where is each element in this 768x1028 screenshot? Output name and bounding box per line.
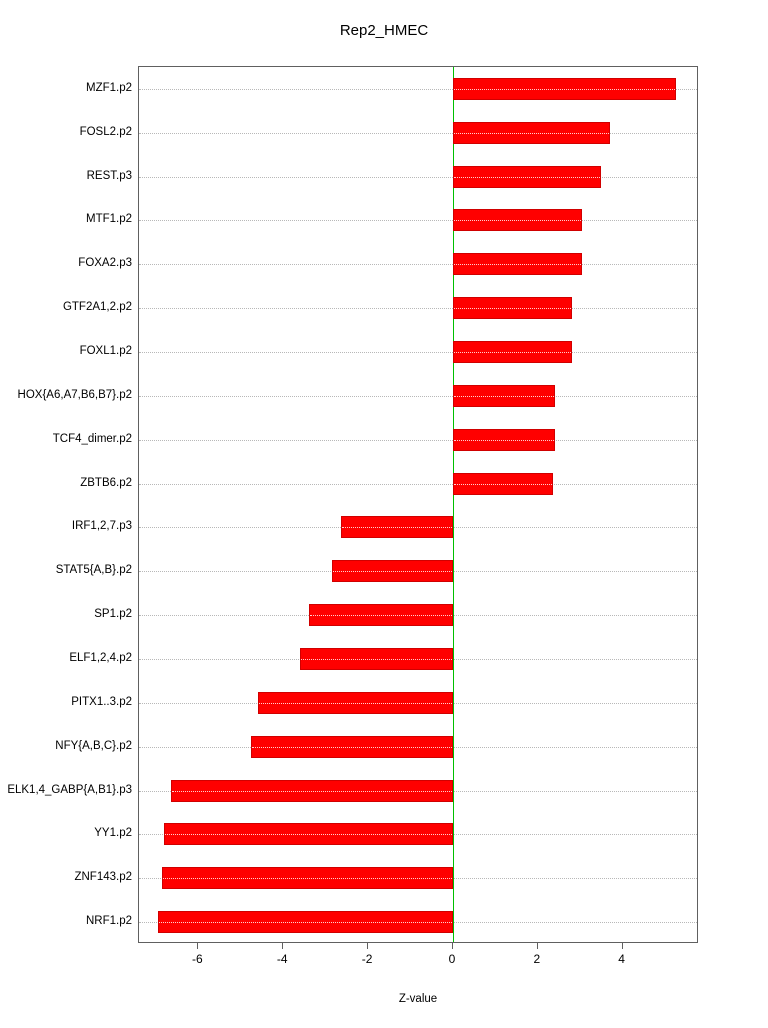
bar: [453, 429, 555, 451]
x-axis-title: Z-value: [398, 993, 438, 1005]
bar: [453, 78, 676, 100]
x-axis-tick-label: 2: [533, 952, 541, 966]
bar: [258, 692, 453, 714]
grid-line: [139, 440, 697, 441]
x-axis-tick-label: -2: [361, 952, 373, 966]
x-axis-tick: [197, 943, 198, 949]
x-axis-tick: [622, 943, 623, 949]
bar: [453, 253, 582, 275]
x-axis-tick: [452, 943, 453, 949]
y-axis-tick-label: ELK1,4_GABP{A,B1}.p3: [7, 783, 132, 796]
bar: [453, 166, 601, 188]
grid-line: [139, 396, 697, 397]
y-axis-tick-label: ZBTB6.p2: [80, 476, 132, 489]
y-axis-tick-label: REST.p3: [86, 169, 132, 182]
bar: [300, 648, 453, 670]
bar: [171, 780, 453, 802]
grid-line: [139, 133, 697, 134]
y-axis-tick-label: NFY{A,B,C}.p2: [55, 739, 132, 752]
y-axis-tick-label: SP1.p2: [94, 608, 132, 621]
y-axis-tick-label: YY1.p2: [94, 827, 132, 840]
y-axis-tick-label: FOXA2.p3: [78, 257, 132, 270]
grid-line: [139, 264, 697, 265]
y-axis-tick-label: FOXL1.p2: [79, 345, 132, 358]
bar: [341, 516, 453, 538]
zero-reference-line: [453, 67, 454, 942]
x-axis-tick-label: -6: [192, 952, 203, 966]
y-axis-tick-label: ELF1,2,4.p2: [69, 651, 132, 664]
y-axis-tick-label: PITX1..3.p2: [71, 695, 132, 708]
grid-line: [139, 352, 697, 353]
bar: [164, 823, 452, 845]
bar: [332, 560, 453, 582]
y-axis-labels: [0, 66, 132, 943]
y-axis-tick-label: STAT5{A,B}.p2: [55, 564, 132, 577]
plot-area: [138, 66, 698, 943]
y-axis-tick-label: TCF4_dimer.p2: [52, 432, 132, 445]
bar: [453, 473, 553, 495]
bar: [453, 385, 555, 407]
x-axis-tick: [367, 943, 368, 949]
x-axis-tick-label: 4: [618, 952, 625, 966]
bar: [158, 911, 453, 933]
y-axis-tick-label: IRF1,2,7.p3: [71, 520, 132, 533]
y-axis-tick-label: HOX{A6,A7,B6,B7}.p2: [17, 388, 132, 401]
y-axis-tick-label: NRF1.p2: [85, 915, 132, 928]
chart-title: Rep2_HMEC: [339, 22, 429, 39]
y-axis-tick-label: MZF1.p2: [85, 81, 132, 94]
y-axis-tick-label: MTF1.p2: [85, 213, 132, 226]
grid-line: [139, 177, 697, 178]
x-axis-tick: [282, 943, 283, 949]
bar: [309, 604, 453, 626]
grid-line: [139, 308, 697, 309]
bar: [453, 122, 610, 144]
bar: [453, 297, 572, 319]
x-axis-tick-label: -4: [276, 952, 288, 966]
y-axis-tick-label: ZNF143.p2: [74, 871, 132, 884]
y-axis-tick-label: FOSL2.p2: [79, 125, 132, 138]
bar: [453, 341, 572, 363]
x-axis-tick-label: 0: [448, 952, 456, 966]
bar: [453, 209, 582, 231]
grid-line: [139, 484, 697, 485]
bar: [251, 736, 453, 758]
x-axis-tick: [537, 943, 538, 949]
y-axis-tick-label: GTF2A1,2.p2: [62, 301, 132, 314]
bar: [162, 867, 453, 889]
grid-line: [139, 220, 697, 221]
